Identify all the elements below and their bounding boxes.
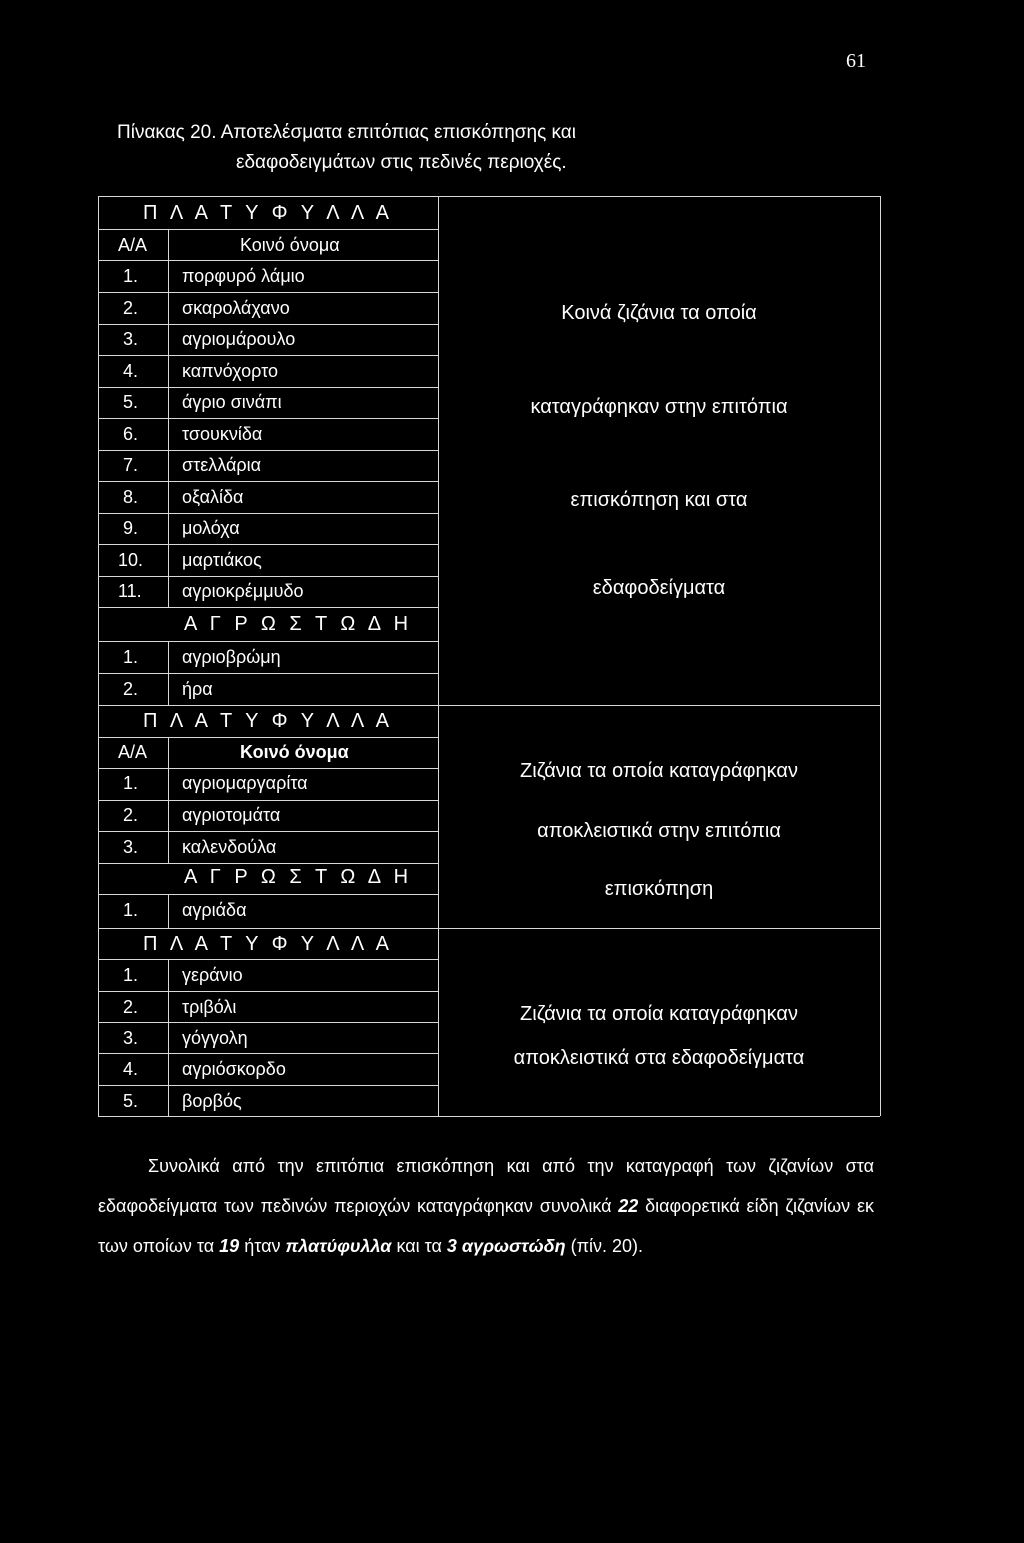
section2-grass-title: Α Γ Ρ Ω Σ Τ Ω Δ Η [184, 866, 413, 888]
weed-name: καπνόχορτο [182, 361, 278, 381]
row-num: 3. [123, 837, 139, 857]
row-line [98, 991, 438, 992]
row-num: 2. [123, 997, 139, 1017]
col-name-header: Κοινό όνομα [240, 742, 349, 762]
summary-text: (πίν. 20). [565, 1236, 644, 1256]
row-num: 1. [123, 773, 139, 793]
summary-paragraph [98, 1146, 874, 1266]
table-border-bottom [98, 1116, 880, 1117]
weed-name: οξαλίδα [182, 487, 244, 507]
row-line [98, 544, 438, 545]
section-divider [98, 928, 880, 929]
summary-grass-count: 3 αγρωστώδη [446, 1236, 566, 1256]
row-line [98, 355, 438, 356]
row-line [98, 260, 438, 261]
row-line [98, 481, 438, 482]
summary-text: Συνολικά από την επιτόπια επισκόπηση και από την καταγραφή των ζιζανίων στα εδαφοδείγματα των πεδινών περιοχών καταγράφηκαν συνολικά [98, 1156, 874, 1216]
weed-name: αγριόσκορδο [182, 1059, 286, 1079]
section3-description-line: αποκλειστικά στα εδαφοδείγματα [513, 1047, 805, 1069]
table-divider-middle [438, 196, 439, 1116]
row-line [98, 229, 438, 230]
weed-name: αγριομαργαρίτα [182, 773, 308, 793]
summary-total-count: 22 [618, 1196, 639, 1216]
weed-name: γόγγολη [182, 1028, 248, 1048]
page-number: 61 [846, 50, 866, 72]
table-border-left [98, 196, 99, 1116]
weed-name: τριβόλι [182, 997, 237, 1017]
table-border-top [98, 196, 880, 197]
summary-broadleaf-count: 19 [219, 1236, 240, 1256]
section3-broadleaf-title: Π Λ Α Τ Υ Φ Υ Λ Λ Α [143, 933, 393, 955]
col-num-header: Α/Α [118, 235, 148, 255]
row-line [98, 894, 438, 895]
col-num-header: Α/Α [118, 742, 148, 762]
row-num: 8. [123, 487, 139, 507]
weed-name: καλενδούλα [182, 837, 277, 857]
section2-description-line: αποκλειστικά στην επιτόπια [537, 820, 781, 842]
row-num: 11. [118, 581, 142, 601]
weed-name: αγριομάρουλο [182, 329, 296, 349]
row-line [98, 800, 438, 801]
row-num: 1. [123, 965, 139, 985]
row-num: 7. [123, 455, 139, 475]
weed-name: ήρα [182, 679, 213, 699]
weed-name: τσουκνίδα [182, 424, 263, 444]
row-num: 10. [118, 550, 144, 570]
section3-description-line: Ζιζάνια τα οποία καταγράφηκαν [520, 1003, 798, 1025]
row-line [98, 387, 438, 388]
row-line [98, 1085, 438, 1086]
num-col-line-s2b [168, 894, 169, 928]
row-num: 3. [123, 329, 139, 349]
row-num: 2. [123, 298, 139, 318]
row-line [98, 450, 438, 451]
weed-name: μαρτιάκος [182, 550, 262, 570]
weed-name: αγριοκρέμμυδο [182, 581, 304, 601]
caption-line-2: εδαφοδειγμάτων στις πεδινές περιοχές. [236, 152, 567, 173]
section1-description-line: Κοινά ζιζάνια τα οποία [561, 302, 757, 324]
weed-name: αγριοβρώμη [182, 647, 281, 667]
row-line [98, 292, 438, 293]
row-line [98, 1053, 438, 1054]
row-line [98, 324, 438, 325]
row-num: 2. [123, 805, 139, 825]
weed-name: γεράνιο [182, 965, 243, 985]
num-col-line-s3 [168, 959, 169, 1116]
row-line [98, 831, 438, 832]
row-line [98, 641, 438, 642]
section1-grass-title: Α Γ Ρ Ω Σ Τ Ω Δ Η [184, 613, 413, 635]
row-line [98, 513, 438, 514]
row-num: 3. [123, 1028, 139, 1048]
row-num: 1. [123, 266, 139, 286]
summary-text: ήταν [239, 1236, 286, 1256]
weed-name: αγριάδα [182, 900, 247, 920]
row-num: 4. [123, 361, 139, 381]
row-line [98, 737, 438, 738]
row-line [98, 418, 438, 419]
row-line [98, 607, 438, 608]
weed-name: σκαρολάχανο [182, 298, 290, 318]
section1-description-line: εδαφοδείγματα [592, 577, 726, 599]
section2-broadleaf-title: Π Λ Α Τ Υ Φ Υ Λ Λ Α [143, 710, 393, 732]
col-name-header: Κοινό όνομα [240, 235, 340, 255]
section1-broadleaf-title: Π Λ Α Τ Υ Φ Υ Λ Λ Α [143, 202, 393, 224]
weed-name: άγριο σινάπι [182, 392, 282, 412]
weed-name: μολόχα [182, 518, 240, 538]
row-num: 2. [123, 679, 139, 699]
row-num: 6. [123, 424, 139, 444]
row-num: 5. [123, 392, 139, 412]
summary-broadleaf-term: πλατύφυλλα [285, 1236, 392, 1256]
section2-description-line: επισκόπηση [604, 878, 714, 900]
summary-text: και τα [391, 1236, 447, 1256]
row-line [98, 673, 438, 674]
weed-name: βορβός [182, 1091, 242, 1111]
row-line [98, 768, 438, 769]
row-num: 5. [123, 1091, 139, 1111]
row-line [98, 863, 438, 864]
table-border-right [880, 196, 881, 1116]
summary-text: διαφορετικά είδη ζιζανίων εκ των οποίων τα [98, 1196, 874, 1256]
section1-description-line: καταγράφηκαν στην επιτόπια [530, 396, 788, 418]
weed-name: στελλάρια [182, 455, 262, 475]
row-num: 4. [123, 1059, 139, 1079]
row-line [98, 959, 438, 960]
row-line [98, 576, 438, 577]
row-num: 1. [123, 647, 139, 667]
caption-line-1: Πίνακας 20. Αποτελέσματα επιτόπιας επισκόπησης και [117, 122, 576, 143]
section2-description-line: Ζιζάνια τα οποία καταγράφηκαν [520, 760, 798, 782]
row-line [98, 1022, 438, 1023]
weed-name: αγριοτομάτα [182, 805, 281, 825]
section-divider [98, 705, 880, 706]
row-num: 9. [123, 518, 139, 538]
row-num: 1. [123, 900, 139, 920]
section1-description-line: επισκόπηση και στα [570, 489, 748, 511]
weed-name: πορφυρό λάμιο [182, 266, 305, 286]
